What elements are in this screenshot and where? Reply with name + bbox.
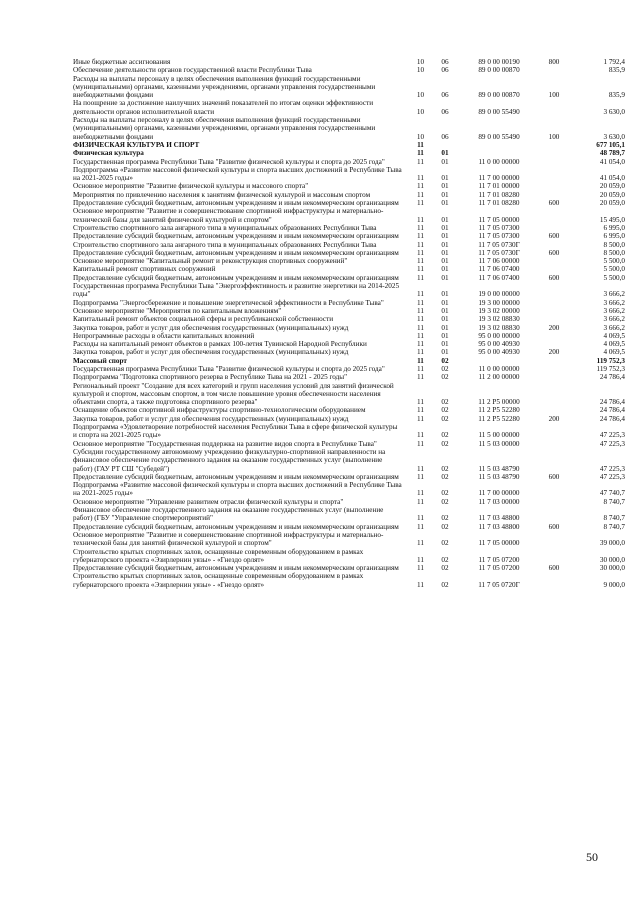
- amount: 47 740,7: [599, 489, 625, 498]
- table-row: [73, 423, 625, 440]
- table-row: [73, 141, 625, 149]
- target-article-code: 11 7 05 0720Г: [478, 580, 520, 589]
- amount: 24 786,4: [599, 398, 625, 407]
- amount: 1 792,4: [603, 58, 625, 66]
- table-row: [73, 166, 625, 183]
- table-row: [73, 440, 625, 448]
- subsection-code: 01: [441, 149, 449, 158]
- expense-type-code: 600: [548, 564, 560, 573]
- section-code: 11: [417, 464, 424, 473]
- subsection-code: 02: [441, 555, 449, 564]
- subsection-code: 01: [441, 199, 449, 208]
- table-row: [73, 332, 625, 340]
- section-code: 11: [417, 157, 424, 166]
- target-article-code: 11 7 03 00000: [478, 497, 520, 506]
- row-name: Капитальный ремонт объектов социальной сферы и республиканской собственности: [73, 315, 334, 324]
- amount: 119 752,3: [596, 364, 625, 373]
- amount: 9 000,0: [603, 580, 625, 589]
- target-article-code: 11 7 05 0730Г: [478, 240, 520, 249]
- expense-type-code: 600: [548, 472, 560, 481]
- table-row: [73, 224, 625, 232]
- row-name: Подпрограмма "Подготовка спортивного резерва в Республике Тыва на 2021 - 2025 годы": [73, 373, 348, 382]
- amount: 48 789,7: [599, 149, 625, 158]
- section-code: 11: [417, 265, 424, 274]
- subsection-code: 02: [441, 356, 449, 365]
- amount: 8 500,0: [603, 248, 625, 257]
- row-name: Основное мероприятие "Капитальный ремонт и реконструкция спортивных сооружений": [73, 257, 348, 266]
- amount: 3 666,2: [603, 323, 625, 332]
- subsection-code: 02: [441, 497, 449, 506]
- section-code: 11: [417, 174, 424, 183]
- table-row: [73, 158, 625, 166]
- section-code: 11: [417, 489, 424, 498]
- table-row: [73, 232, 625, 240]
- table-row: [73, 265, 625, 273]
- row-name: На поощрение за достижение наилучших значений показателей по итогам оценки эффективности деятельности органов исполнительной власти: [73, 99, 374, 116]
- target-article-code: 19 3 00 00000: [478, 298, 520, 307]
- amount: 47 225,3: [599, 439, 625, 448]
- row-name: Подпрограмма «Удовлетворение потребностей населения Республики Тыва в сфере физической культуры и спорта на 2021-2025 годы»: [73, 423, 398, 440]
- subsection-code: 01: [441, 323, 449, 332]
- section-code: 11: [417, 323, 424, 332]
- row-name: Строительство спортивного зала ангарного типа в муниципальных образованиях Республики Тыва: [73, 223, 377, 232]
- table-row: [73, 75, 625, 100]
- row-name: Основное мероприятие "Развитие и совершенствование спортивной инфраструктуры и материально-технической базы для занятий физической культурой и спортом": [73, 530, 384, 548]
- amount: 4 069,5: [603, 331, 625, 340]
- subsection-code: 01: [441, 257, 449, 266]
- amount: 8 740,7: [603, 497, 625, 506]
- table-row: [73, 448, 625, 473]
- row-name: Оснащение объектов спортивной инфраструктуры спортивно-технологическим оборудованием: [73, 406, 366, 415]
- table-row: [73, 191, 625, 199]
- section-code: 11: [417, 356, 424, 365]
- amount: 20 059,0: [599, 182, 625, 191]
- page-number: 50: [586, 850, 598, 864]
- subsection-code: 02: [441, 364, 449, 373]
- subsection-code: 02: [441, 522, 449, 531]
- section-code: 10: [416, 91, 425, 100]
- target-article-code: 11 7 00 00000: [478, 174, 520, 183]
- row-name: Иные бюджетные ассигнования: [73, 58, 171, 66]
- target-article-code: 11 0 00 00000: [478, 157, 520, 166]
- target-article-code: 95 0 00 40930: [478, 348, 520, 357]
- section-code: 11: [417, 522, 424, 531]
- subsection-code: 02: [441, 431, 449, 440]
- section-code: 11: [417, 331, 424, 340]
- target-article-code: 11 7 05 07200: [478, 555, 520, 564]
- target-article-code: 11 5 00 00000: [478, 431, 520, 440]
- table-row: [73, 257, 625, 265]
- subsection-code: 02: [441, 373, 449, 382]
- row-name: Подпрограмма «Развитие массовой физической культуры и спорта высших достижений в Республике Тыва на 2021-2025 годы»: [73, 481, 402, 498]
- target-article-code: 11 7 01 08280: [478, 199, 520, 208]
- amount: 24 786,4: [599, 414, 625, 423]
- target-article-code: 11 7 06 00000: [478, 257, 520, 266]
- section-code: 11: [417, 315, 424, 324]
- row-name: Мероприятия по привлечению населения к занятиям физической культурой и массовым спортом: [73, 190, 371, 199]
- table-row: [73, 365, 625, 373]
- subsection-code: 06: [441, 58, 449, 66]
- row-name: Предоставление субсидий бюджетным, автономным учреждениям и иным некоммерческим организациям: [73, 472, 399, 481]
- section-code: 10: [416, 132, 425, 141]
- section-code: 11: [417, 373, 424, 382]
- section-code: 11: [417, 140, 424, 149]
- section-code: 11: [417, 398, 424, 407]
- section-code: 11: [417, 240, 424, 249]
- target-article-code: 11 0 00 00000: [478, 364, 520, 373]
- row-name: Закупка товаров, работ и услуг для обеспечения государственных (муниципальных) нужд: [73, 348, 349, 357]
- section-code: 11: [417, 514, 424, 523]
- subsection-code: 01: [441, 215, 449, 224]
- expense-type-code: 600: [548, 248, 560, 257]
- section-code: 11: [417, 555, 424, 564]
- row-name: Государственная программа Республики Тыва "Энергоэффективность и развитие энергетики на 2014-2025 годы": [73, 282, 400, 299]
- subsection-code: 01: [441, 248, 449, 257]
- subsection-code: 01: [441, 315, 449, 324]
- amount: 5 500,0: [603, 273, 625, 282]
- section-code: 11: [417, 580, 424, 589]
- amount: 20 059,0: [599, 199, 625, 208]
- row-name: Расходы на выплаты персоналу в целях обеспечения выполнения функций государственными (муниципальными) органами, казенными учреждениями, органами управления государственными внебюджетными фондами: [73, 116, 376, 141]
- target-article-code: 11 7 06 07400: [478, 273, 520, 282]
- row-name: Основное мероприятие "Развитие и совершенствование спортивной инфраструктуры и материально-технической базы для занятий физической культурой и спортом": [73, 207, 384, 224]
- section-code: 11: [417, 539, 424, 548]
- subsection-code: 06: [441, 132, 449, 141]
- target-article-code: 11 7 05 0730Г: [478, 248, 520, 257]
- target-article-code: 11 7 05 00000: [478, 215, 520, 224]
- target-article-code: 95 0 00 40930: [478, 340, 520, 349]
- target-article-code: 11 2 00 00000: [478, 373, 520, 382]
- section-code: 11: [417, 348, 424, 357]
- amount: 4 069,5: [603, 340, 625, 349]
- subsection-code: 02: [441, 406, 449, 415]
- subsection-code: 02: [441, 564, 449, 573]
- target-article-code: 11 7 03 48800: [478, 522, 520, 531]
- subsection-code: 06: [441, 66, 449, 75]
- subsection-code: 02: [441, 514, 449, 523]
- section-code: 11: [417, 290, 424, 299]
- row-name: Государственная программа Республики Тыва "Развитие физической культуры и спорта до 2025 года": [73, 364, 385, 373]
- amount: 677 105,1: [596, 140, 625, 149]
- amount: 3 666,2: [603, 290, 625, 299]
- section-code: 10: [416, 58, 425, 66]
- row-name: Основное мероприятие "Мероприятия по капитальным вложениям": [73, 306, 282, 315]
- row-name: Непрограммные расходы в области капитальных вложений: [73, 331, 255, 340]
- target-article-code: 11 7 03 48800: [478, 514, 520, 523]
- amount: 3 630,0: [603, 107, 625, 116]
- subsection-code: 01: [441, 265, 449, 274]
- subsection-code: 02: [441, 414, 449, 423]
- section-code: 11: [417, 414, 424, 423]
- amount: 47 225,3: [599, 431, 625, 440]
- row-name: Строительство спортивного зала ангарного типа в муниципальных образованиях Республики Тыва: [73, 240, 377, 249]
- table-row: [73, 498, 625, 506]
- amount: 3 630,0: [603, 132, 625, 141]
- amount: 3 666,2: [603, 298, 625, 307]
- section-code: 11: [417, 273, 424, 282]
- row-name: Подпрограмма «Развитие массовой физической культуры и спорта высших достижений в Республике Тыва на 2021-2025 годы»: [73, 165, 402, 183]
- table-row: [73, 531, 625, 548]
- row-name: ФИЗИЧЕСКАЯ КУЛЬТУРА И СПОРТ: [73, 140, 200, 149]
- section-code: 11: [417, 364, 424, 373]
- target-article-code: 89 0 00 55490: [478, 132, 520, 141]
- row-name: Расходы на выплаты персоналу в целях обеспечения выполнения функций государственными (муниципальными) органами, казенными учреждениями, органами управления государственными внебюджетными фондами: [73, 74, 376, 100]
- expense-type-code: 800: [548, 58, 560, 66]
- row-name: Физическая культура: [73, 149, 144, 158]
- table-row: [73, 348, 625, 356]
- section-code: 11: [417, 431, 424, 440]
- subsection-code: 06: [441, 107, 449, 116]
- table-row: [73, 315, 625, 323]
- target-article-code: 11 2 Р5 00000: [478, 398, 520, 407]
- section-code: 11: [417, 472, 424, 481]
- subsection-code: 01: [441, 348, 449, 357]
- table-row: [73, 58, 625, 66]
- subsection-code: 02: [441, 464, 449, 473]
- table-row: [73, 274, 625, 282]
- target-article-code: 11 2 Р5 52280: [478, 406, 520, 415]
- row-name: Строительство крытых спортивных залов, оснащенные современным оборудованием в рамках губернаторского проекта «Эзирлернин уязы» - «Гнездо орлят»: [73, 547, 364, 564]
- amount: 41 054,0: [599, 174, 625, 183]
- section-code: 11: [417, 149, 424, 158]
- row-name: Предоставление субсидий бюджетным, автономным учреждениям и иным некоммерческим организациям: [73, 199, 399, 208]
- expense-type-code: 600: [548, 522, 560, 531]
- row-name: Капитальный ремонт спортивных сооружений: [73, 265, 216, 274]
- table-row: [73, 324, 625, 332]
- subsection-code: 02: [441, 472, 449, 481]
- amount: 20 059,0: [599, 190, 625, 199]
- table-row: [73, 406, 625, 414]
- subsection-code: 01: [441, 190, 449, 199]
- amount: 3 666,2: [603, 315, 625, 324]
- expense-type-code: 600: [548, 232, 560, 241]
- row-name: Массовый спорт: [73, 356, 127, 365]
- row-name: Обеспечение деятельности органов государственной власти Республики Тыва: [73, 66, 312, 75]
- section-code: 11: [417, 439, 424, 448]
- target-article-code: 11 7 06 07400: [478, 265, 520, 274]
- expense-type-code: 200: [548, 414, 560, 423]
- table-row: [73, 481, 625, 498]
- section-code: 11: [417, 306, 424, 315]
- row-name: Строительство крытых спортивных залов, оснащенные современным оборудованием в рамках губернаторского проекта «Эзирлернин уязы» - «Гнездо орлят»: [73, 572, 364, 589]
- amount: 835,9: [608, 91, 625, 100]
- subsection-code: 01: [441, 273, 449, 282]
- table-row: [73, 340, 625, 348]
- amount: 47 225,3: [599, 472, 625, 481]
- amount: 30 000,0: [599, 555, 625, 564]
- subsection-code: 01: [441, 157, 449, 166]
- table-row: [73, 506, 625, 523]
- amount: 30 000,0: [599, 564, 625, 573]
- row-name: Государственная программа Республики Тыва "Развитие физической культуры и спорта до 2025 года": [73, 157, 385, 166]
- amount: 4 069,5: [603, 348, 625, 357]
- target-article-code: 19 0 00 00000: [478, 290, 520, 299]
- table-row: [73, 249, 625, 257]
- target-article-code: 11 7 01 08280: [478, 190, 520, 199]
- table-row: [73, 299, 625, 307]
- target-article-code: 89 0 00 00190: [478, 58, 520, 66]
- target-article-code: 11 7 05 00000: [478, 539, 520, 548]
- subsection-code: 02: [441, 439, 449, 448]
- table-row: [73, 149, 625, 157]
- amount: 15 495,0: [599, 215, 625, 224]
- expense-type-code: 200: [548, 323, 560, 332]
- target-article-code: 11 5 03 48790: [478, 464, 520, 473]
- section-code: 10: [416, 66, 425, 75]
- row-name: Региональный проект "Создание для всех категорий и групп населения условий для занятий физической культурой и спортом, массовым спортом, в том числе повышение уровня обеспеченности населения объектами спорта, а также подготовка спортивного резерва": [73, 381, 394, 407]
- subsection-code: 01: [441, 223, 449, 232]
- row-name: Предоставление субсидий бюджетным, автономным учреждениям и иным некоммерческим организациям: [73, 232, 399, 241]
- table-row: [73, 282, 625, 299]
- amount: 5 500,0: [603, 257, 625, 266]
- row-name: Основное мероприятие "Государственная поддержка на развитие видов спорта в Республике Тыва": [73, 439, 377, 448]
- table-row: [73, 572, 625, 589]
- section-code: 11: [417, 298, 424, 307]
- amount: 835,9: [608, 66, 625, 75]
- table-row: [73, 564, 625, 572]
- subsection-code: 01: [441, 331, 449, 340]
- section-code: 11: [417, 182, 424, 191]
- section-code: 11: [417, 497, 424, 506]
- subsection-code: 01: [441, 290, 449, 299]
- amount: 6 995,0: [603, 223, 625, 232]
- section-code: 11: [417, 257, 424, 266]
- target-article-code: 89 0 00 00870: [478, 66, 520, 75]
- row-name: Основное мероприятие "Управление развитием отрасли физической культуры и спорта": [73, 497, 344, 506]
- budget-table: [73, 58, 625, 589]
- target-article-code: 11 7 05 07200: [478, 564, 520, 573]
- table-row: [73, 307, 625, 315]
- expense-type-code: 100: [548, 132, 560, 141]
- target-article-code: 11 7 05 07300: [478, 223, 520, 232]
- section-code: 11: [417, 232, 424, 241]
- target-article-code: 95 0 00 00000: [478, 331, 520, 340]
- subsection-code: 01: [441, 306, 449, 315]
- subsection-code: 01: [441, 182, 449, 191]
- expense-type-code: 600: [548, 273, 560, 282]
- amount: 8 740,7: [603, 522, 625, 531]
- amount: 119 752,3: [596, 356, 625, 365]
- subsection-code: 01: [441, 174, 449, 183]
- row-name: Предоставление субсидий бюджетным, автономным учреждениям и иным некоммерческим организациям: [73, 248, 399, 257]
- amount: 47 225,3: [599, 464, 625, 473]
- row-name: Основное мероприятие "Развитие физической культуры и массового спорта": [73, 182, 309, 191]
- subsection-code: 06: [441, 91, 449, 100]
- row-name: Закупка товаров, работ и услуг для обеспечения государственных (муниципальных) нужд: [73, 323, 349, 332]
- expense-type-code: 100: [548, 91, 560, 100]
- table-row: [73, 473, 625, 481]
- table-row: [73, 373, 625, 381]
- row-name: Подпрограмма "Энергосбережение и повышение энергетической эффективности в Республике Тыва": [73, 298, 384, 307]
- target-article-code: 11 5 03 48790: [478, 472, 520, 481]
- subsection-code: 02: [441, 398, 449, 407]
- subsection-code: 01: [441, 232, 449, 241]
- amount: 5 500,0: [603, 265, 625, 274]
- table-row: [73, 66, 625, 74]
- row-name: Закупка товаров, работ и услуг для обеспечения государственных (муниципальных) нужд: [73, 414, 349, 423]
- table-row: [73, 357, 625, 365]
- section-code: 11: [417, 190, 424, 199]
- table-row: [73, 241, 625, 249]
- amount: 3 666,2: [603, 306, 625, 315]
- target-article-code: 11 5 03 00000: [478, 439, 520, 448]
- row-name: Предоставление субсидий бюджетным, автономным учреждениям и иным некоммерческим организациям: [73, 522, 399, 531]
- target-article-code: 19 3 02 00000: [478, 306, 520, 315]
- amount: 8 740,7: [603, 514, 625, 523]
- target-article-code: 19 3 02 08830: [478, 323, 520, 332]
- section-code: 11: [417, 564, 424, 573]
- target-article-code: 89 0 00 55490: [478, 107, 520, 116]
- subsection-code: 01: [441, 240, 449, 249]
- table-row: [73, 415, 625, 423]
- subsection-code: 02: [441, 489, 449, 498]
- section-code: 11: [417, 223, 424, 232]
- target-article-code: 11 7 05 07300: [478, 232, 520, 241]
- table-row: [73, 199, 625, 207]
- subsection-code: 01: [441, 340, 449, 349]
- amount: 24 786,4: [599, 373, 625, 382]
- table-row: [73, 207, 625, 224]
- target-article-code: 11 7 01 00000: [478, 182, 520, 191]
- table-row: [73, 182, 625, 190]
- section-code: 11: [417, 406, 424, 415]
- amount: 24 786,4: [599, 406, 625, 415]
- row-name: Предоставление субсидий бюджетным, автономным учреждениям и иным некоммерческим организациям: [73, 273, 399, 282]
- row-name: Субсидии государственному автономному учреждению физкультурно-спортивной направленности на финансовое обеспечение государственного задания на оказание государственных услуг (выполнение работ) (ГАУ РТ СШ "Субедей"): [73, 447, 386, 473]
- table-row: [73, 523, 625, 531]
- target-article-code: 89 0 00 00870: [478, 91, 520, 100]
- amount: 41 054,0: [599, 157, 625, 166]
- section-code: 11: [417, 248, 424, 257]
- table-row: [73, 99, 625, 116]
- amount: 39 000,0: [599, 539, 625, 548]
- row-name: Финансовое обеспечение государственного задания на оказание государственных услуг (выполнение работ) (ГБУ "Управление спортмероприятий": [73, 506, 384, 523]
- target-article-code: 11 2 Р5 52280: [478, 414, 520, 423]
- subsection-code: 01: [441, 298, 449, 307]
- expense-type-code: 200: [548, 348, 560, 357]
- table-row: [73, 548, 625, 565]
- subsection-code: 02: [441, 580, 449, 589]
- amount: 8 500,0: [603, 240, 625, 249]
- section-code: 11: [417, 215, 424, 224]
- section-code: 10: [416, 107, 425, 116]
- section-code: 11: [417, 340, 424, 349]
- row-name: Расходы на капитальный ремонт объектов в рамках 100-летия Тувинской Народной Республики: [73, 340, 367, 349]
- target-article-code: 11 7 00 00000: [478, 489, 520, 498]
- section-code: 11: [417, 199, 424, 208]
- amount: 6 995,0: [603, 232, 625, 241]
- subsection-code: 02: [441, 539, 449, 548]
- target-article-code: 19 3 02 08830: [478, 315, 520, 324]
- table-row: [73, 116, 625, 141]
- expense-type-code: 600: [548, 199, 560, 208]
- row-name: Предоставление субсидий бюджетным, автономным учреждениям и иным некоммерческим организациям: [73, 564, 399, 573]
- table-row: [73, 382, 625, 407]
